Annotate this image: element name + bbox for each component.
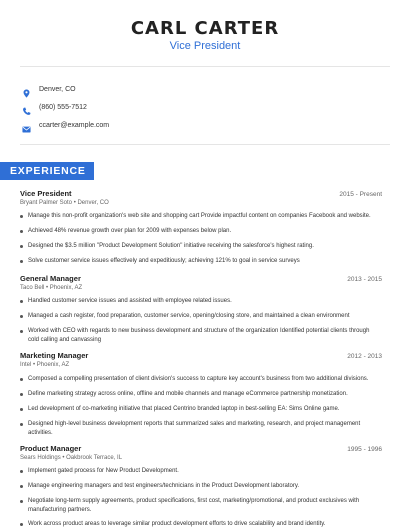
email-text: ccarter@example.com <box>39 121 110 129</box>
contact-divider <box>20 144 390 145</box>
job-bullet: Manage engineering managers and test engineers/technicians in the Product Development laboratory. <box>20 482 375 491</box>
header-divider <box>20 66 390 67</box>
job-bullet: Define marketing strategy across online, offline and mobile channels and manage eCommerce partnership monetization. <box>20 390 375 399</box>
contact-email <box>22 118 109 132</box>
envelope-icon <box>22 121 31 130</box>
candidate-name: CARL CARTER <box>130 18 280 39</box>
job-company: Sears Holdings • Oakbrook Terrace, IL <box>20 455 123 461</box>
experience-section-heading <box>0 162 94 180</box>
job-dates: 1995 - 1996 <box>347 446 382 453</box>
job-title: Vice President <box>20 189 72 198</box>
job-company: Intel • Phoenix, AZ <box>20 362 70 368</box>
phone-text: (860) 555-7512 <box>39 103 87 111</box>
job-dates: 2012 - 2013 <box>347 353 382 360</box>
candidate-role: Vice President <box>169 40 241 52</box>
job-bullet: Achieved 48% revenue growth over plan for 2009 with expenses below plan. <box>20 227 375 236</box>
contact-phone <box>22 100 87 114</box>
experience-heading-text: EXPERIENCE <box>10 165 86 177</box>
job-title: Marketing Manager <box>20 351 89 360</box>
job-bullet: Implement gated process for New Product Development. <box>20 467 375 476</box>
job-company: Bryant Palmer Soto • Denver, CO <box>20 200 109 206</box>
job-dates: 2013 - 2015 <box>347 276 382 283</box>
job-bullet: Led development of co-marketing initiative that placed Centrino branded laptop in best-selling EA: Sims Online game. <box>20 405 375 414</box>
job-bullet: Designed the $3.5 million "Product Development Solution" initiative receiving the salesforce's highest rating. <box>20 242 375 251</box>
job-bullet: Negotiate long-term supply agreements, product specifications, first cost, marketing/promotional, and product exclusives with manufacturing partners. <box>20 497 375 514</box>
job-bullet: Managed a cash register, food preparation, customer service, opening/closing store, and maintained a clean environment <box>20 312 375 321</box>
job-bullet: Designed high-level business development reports that summarized sales and marketing, research, and project management activities. <box>20 420 375 437</box>
contact-location <box>22 82 76 96</box>
job-bullet: Solve customer service issues effectively and expeditiously; achieving 121% to goal in service surveys <box>20 257 375 266</box>
job-dates: 2015 - Present <box>339 191 382 198</box>
location-pin-icon <box>22 85 31 94</box>
job-title: General Manager <box>20 274 81 283</box>
job-bullet: Manage this non-profit organization's web site and shopping cart Provide impactful content on companies Facebook and website. <box>20 212 375 221</box>
job-bullet: Composed a compelling presentation of client division's success to capture key account's business from two additional divisions. <box>20 375 375 384</box>
location-text: Denver, CO <box>39 85 76 93</box>
job-bullet: Handled customer service issues and assisted with employee related issues. <box>20 297 375 306</box>
phone-icon <box>22 103 31 112</box>
job-company: Taco Bell • Phoenix, AZ <box>20 285 83 291</box>
job-bullet: Worked with CEO with regards to new business development and structure of the organization Identified potential clients through cold calling and canvassing <box>20 327 375 344</box>
job-bullet: Work across product areas to leverage similar product development efforts to drive scalability and brand identity. <box>20 520 375 529</box>
job-title: Product Manager <box>20 444 82 453</box>
